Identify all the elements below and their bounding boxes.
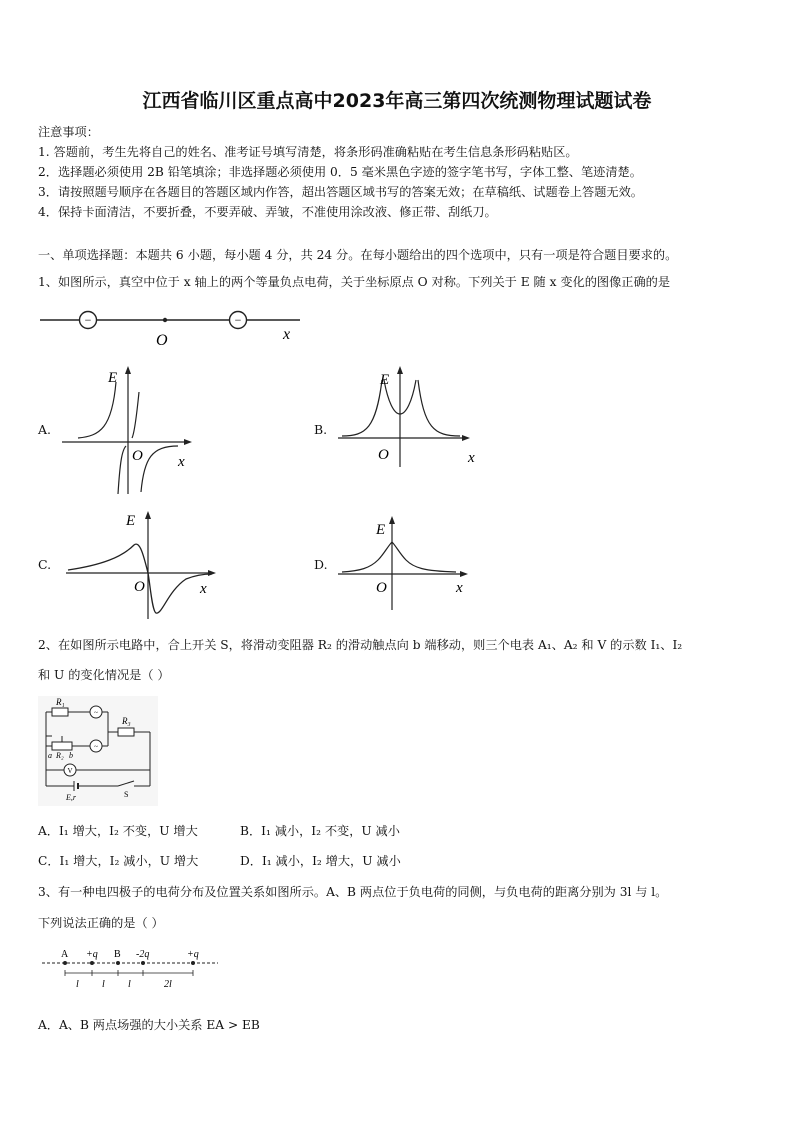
graph-option-b — [336, 362, 481, 472]
x-axis-label: x — [468, 450, 475, 466]
graph-option-a — [60, 362, 200, 497]
x-axis-label: x — [456, 580, 463, 596]
svg-text:~: ~ — [94, 743, 98, 751]
notice-item: 4．保持卡面清洁，不要折叠，不要弄破、弄皱，不准使用涂改液、修正带、刮纸刀。 — [38, 205, 497, 219]
r3-label: R₃ — [122, 716, 131, 726]
r2-a-label: a — [48, 751, 52, 760]
graph-option-c — [62, 507, 222, 622]
question-3-stem-line1: 3、有一种电四极子的电荷分布及位置关系如图所示。A、B 两点位于负电荷的同侧，与负电荷的距离分别为 3l 与 l。 — [38, 885, 668, 899]
point-a-label: A — [61, 949, 69, 960]
x-axis-label: x — [200, 581, 207, 597]
option-c-label[interactable]: C. — [38, 557, 52, 572]
origin-label: O — [132, 448, 143, 464]
option-a-label[interactable]: A. — [38, 422, 52, 437]
question-2-stem-line2: 和 U 的变化情况是（ ） — [38, 668, 170, 682]
q2-option-a[interactable]: A．I₁ 增大，I₂ 不变，U 增大 — [38, 824, 198, 838]
q2-circuit-diagram — [38, 696, 158, 806]
negative-charge-left: − — [84, 313, 92, 327]
x-axis-label: x — [178, 454, 185, 470]
graph-option-d — [336, 514, 481, 614]
notice-item: 1. 答题前，考生先将自己的姓名、准考证号填写清楚，将条形码准确粘贴在考生信息条形码粘贴区。 — [38, 145, 578, 159]
charge-plus-q-left: +q — [86, 949, 98, 960]
e-axis-label: E — [380, 372, 390, 388]
page-title: 江西省临川区重点高中2023年高三第四次统测物理试题试卷 — [142, 90, 652, 112]
option-b-label[interactable]: B. — [314, 422, 328, 437]
distance-label: l — [128, 979, 131, 990]
distance-label: 2l — [164, 979, 172, 990]
charge-plus-q-right: +q — [187, 949, 199, 960]
question-1-stem: 1、如图所示，真空中位于 x 轴上的两个等量负点电荷，关于坐标原点 O 对称。下列关于 E 随 x 变化的图像正确的是 — [38, 275, 671, 289]
switch-label: S — [124, 790, 129, 799]
e-axis-label: E — [376, 522, 386, 538]
r1-label: R₁ — [56, 697, 65, 707]
origin-label: O — [378, 447, 389, 463]
origin-label: O — [134, 579, 145, 595]
option-d-label[interactable]: D. — [314, 557, 328, 572]
q2-option-d[interactable]: D．I₁ 减小，I₂ 增大，U 减小 — [240, 854, 401, 868]
section-heading: 一、单项选择题：本题共 6 小题，每小题 4 分，共 24 分。在每小题给出的四个选项中，只有一项是符合题目要求的。 — [38, 248, 678, 262]
notice-item: 3．请按照题号顺序在各题目的答题区域内作答，超出答题区域书写的答案无效；在草稿纸、试题卷上答题无效。 — [38, 185, 643, 199]
r2-label: R₂ — [56, 751, 64, 760]
q3-quadrupole-figure — [38, 945, 223, 993]
question-3-stem-line2: 下列说法正确的是（ ） — [38, 916, 164, 930]
notice-item: 2．选择题必须使用 2B 铅笔填涂；非选择题必须使用 0．5 毫米黑色字迹的签字笔书写，字体工整、笔迹清楚。 — [38, 165, 642, 179]
question-2-stem-line1: 2、在如图所示电路中，合上开关 S，将滑动变阻器 R₂ 的滑动触点向 b 端移动，则三个电表 A₁、A₂ 和 V 的示数 I₁、I₂ — [38, 638, 683, 652]
origin-label: O — [156, 332, 168, 349]
q2-option-b[interactable]: B．I₁ 减小，I₂ 不变，U 减小 — [240, 824, 400, 838]
axis-label: x — [283, 326, 291, 343]
distance-label: l — [76, 979, 79, 990]
q2-option-c[interactable]: C．I₁ 增大，I₂ 减小，U 增大 — [38, 854, 199, 868]
e-axis-label: E — [108, 370, 118, 386]
charge-minus-2q: -2q — [136, 949, 150, 960]
q1-charge-figure — [38, 305, 318, 350]
origin-label: O — [376, 580, 387, 596]
negative-charge-right: − — [234, 313, 242, 327]
e-axis-label: E — [126, 513, 136, 529]
distance-label: l — [102, 979, 105, 990]
q3-option-a[interactable]: A．A、B 两点场强的大小关系 EA > EB — [38, 1018, 260, 1032]
r2-b-label: b — [69, 751, 73, 760]
point-b-label: B — [114, 949, 121, 960]
voltmeter-label: V — [67, 767, 73, 775]
svg-text:~: ~ — [94, 709, 98, 717]
source-label: E,r — [66, 793, 76, 802]
notice-heading: 注意事项： — [38, 125, 99, 139]
